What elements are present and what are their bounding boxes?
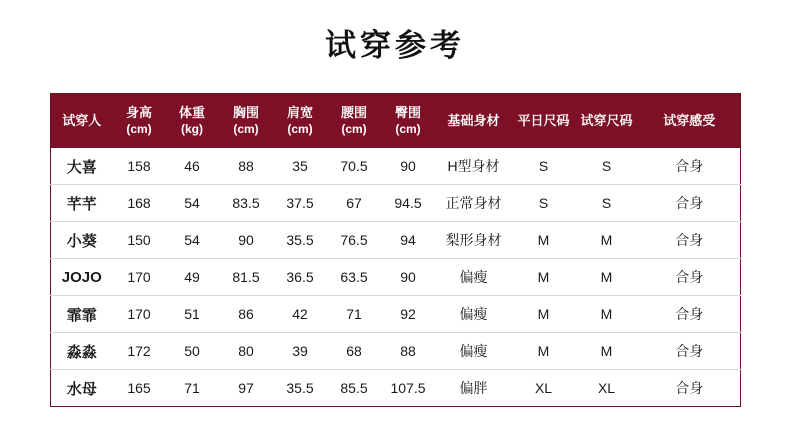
cell-body-type: 偏瘦 xyxy=(435,296,513,333)
cell-weight: 54 xyxy=(166,222,219,259)
cell-weight: 50 xyxy=(166,333,219,370)
cell-height: 150 xyxy=(113,222,166,259)
column-header-unit: (cm) xyxy=(395,121,421,136)
cell-shoulder: 42 xyxy=(274,296,327,333)
column-header-label: 基础身材 xyxy=(447,112,500,128)
cell-hip: 92 xyxy=(382,296,435,333)
table-header xyxy=(51,94,741,149)
table-header-row xyxy=(51,94,741,149)
cell-feedback: 合身 xyxy=(639,333,741,370)
cell-height: 158 xyxy=(113,148,166,185)
cell-usual-size: XL xyxy=(513,370,575,407)
column-header-waist xyxy=(327,94,382,149)
cell-body-type: 偏瘦 xyxy=(435,333,513,370)
cell-body-type: 梨形身材 xyxy=(435,222,513,259)
column-header-unit: (cm) xyxy=(233,121,259,136)
column-header-bust xyxy=(219,94,274,149)
column-header-usual-size xyxy=(513,94,575,149)
cell-height: 170 xyxy=(113,296,166,333)
cell-feedback: 合身 xyxy=(639,296,741,333)
cell-model-name: 大喜 xyxy=(51,148,113,185)
cell-model-name: 霏霏 xyxy=(51,296,113,333)
cell-tried-size: S xyxy=(575,185,639,222)
column-header-unit: (cm) xyxy=(341,121,367,136)
cell-model-name: 小葵 xyxy=(51,222,113,259)
cell-tried-size: M xyxy=(575,222,639,259)
cell-hip: 88 xyxy=(382,333,435,370)
column-header-label: 身高 xyxy=(125,105,152,121)
column-header-unit: (cm) xyxy=(126,121,152,136)
cell-tried-size: M xyxy=(575,296,639,333)
cell-model-name: 淼淼 xyxy=(51,333,113,370)
cell-waist: 67 xyxy=(327,185,382,222)
cell-waist: 70.5 xyxy=(327,148,382,185)
cell-usual-size: M xyxy=(513,333,575,370)
table-row xyxy=(51,185,741,222)
cell-body-type: 偏胖 xyxy=(435,370,513,407)
cell-model-name: 水母 xyxy=(51,370,113,407)
column-header-shoulder xyxy=(274,94,327,149)
column-header-label: 试穿感受 xyxy=(663,112,716,128)
cell-hip: 94.5 xyxy=(382,185,435,222)
table-row xyxy=(51,333,741,370)
cell-feedback: 合身 xyxy=(639,185,741,222)
cell-feedback: 合身 xyxy=(639,370,741,407)
cell-waist: 71 xyxy=(327,296,382,333)
cell-bust: 97 xyxy=(219,370,274,407)
table-row xyxy=(51,296,741,333)
cell-bust: 90 xyxy=(219,222,274,259)
cell-bust: 86 xyxy=(219,296,274,333)
cell-tried-size: S xyxy=(575,148,639,185)
cell-tried-size: M xyxy=(575,259,639,296)
cell-weight: 46 xyxy=(166,148,219,185)
table-row xyxy=(51,148,741,185)
cell-waist: 68 xyxy=(327,333,382,370)
cell-bust: 88 xyxy=(219,148,274,185)
cell-usual-size: M xyxy=(513,222,575,259)
cell-bust: 83.5 xyxy=(219,185,274,222)
cell-shoulder: 39 xyxy=(274,333,327,370)
cell-weight: 71 xyxy=(166,370,219,407)
column-header-label: 肩宽 xyxy=(286,105,313,121)
cell-hip: 90 xyxy=(382,148,435,185)
cell-height: 165 xyxy=(113,370,166,407)
cell-weight: 51 xyxy=(166,296,219,333)
column-header-label: 试穿尺码 xyxy=(580,112,633,128)
cell-shoulder: 35.5 xyxy=(274,370,327,407)
column-header-label: 平日尺码 xyxy=(517,112,570,128)
cell-hip: 107.5 xyxy=(382,370,435,407)
cell-feedback: 合身 xyxy=(639,148,741,185)
column-header-weight xyxy=(166,94,219,149)
table-row xyxy=(51,259,741,296)
size-table-container xyxy=(50,93,740,407)
cell-usual-size: M xyxy=(513,296,575,333)
column-header-unit: (cm) xyxy=(287,121,313,136)
column-header-model xyxy=(51,94,113,149)
cell-weight: 49 xyxy=(166,259,219,296)
cell-height: 172 xyxy=(113,333,166,370)
column-header-label: 胸围 xyxy=(232,105,259,121)
column-header-label: 体重 xyxy=(178,105,205,121)
cell-model-name: JOJO xyxy=(51,259,113,296)
column-header-unit: (kg) xyxy=(181,121,203,136)
table-body xyxy=(51,148,741,407)
cell-body-type: 偏瘦 xyxy=(435,259,513,296)
cell-height: 170 xyxy=(113,259,166,296)
cell-tried-size: M xyxy=(575,333,639,370)
cell-weight: 54 xyxy=(166,185,219,222)
column-header-label: 试穿人 xyxy=(62,112,102,128)
cell-bust: 80 xyxy=(219,333,274,370)
cell-usual-size: S xyxy=(513,148,575,185)
column-header-height xyxy=(113,94,166,149)
cell-waist: 63.5 xyxy=(327,259,382,296)
cell-feedback: 合身 xyxy=(639,259,741,296)
cell-hip: 94 xyxy=(382,222,435,259)
cell-waist: 76.5 xyxy=(327,222,382,259)
cell-model-name: 芊芊 xyxy=(51,185,113,222)
cell-body-type: 正常身材 xyxy=(435,185,513,222)
cell-hip: 90 xyxy=(382,259,435,296)
column-header-tried-size xyxy=(575,94,639,149)
column-header-body-type xyxy=(435,94,513,149)
cell-feedback: 合身 xyxy=(639,222,741,259)
cell-usual-size: S xyxy=(513,185,575,222)
size-reference-table xyxy=(50,93,741,407)
table-row xyxy=(51,370,741,407)
cell-body-type: H型身材 xyxy=(435,148,513,185)
cell-shoulder: 37.5 xyxy=(274,185,327,222)
cell-tried-size: XL xyxy=(575,370,639,407)
cell-waist: 85.5 xyxy=(327,370,382,407)
column-header-hip xyxy=(382,94,435,149)
cell-usual-size: M xyxy=(513,259,575,296)
column-header-feedback xyxy=(639,94,741,149)
cell-shoulder: 35.5 xyxy=(274,222,327,259)
cell-height: 168 xyxy=(113,185,166,222)
column-header-label: 腰围 xyxy=(340,105,367,121)
page-title: 试穿参考 xyxy=(325,28,465,63)
column-header-label: 臀围 xyxy=(394,105,421,121)
cell-bust: 81.5 xyxy=(219,259,274,296)
cell-shoulder: 35 xyxy=(274,148,327,185)
table-row xyxy=(51,222,741,259)
cell-shoulder: 36.5 xyxy=(274,259,327,296)
